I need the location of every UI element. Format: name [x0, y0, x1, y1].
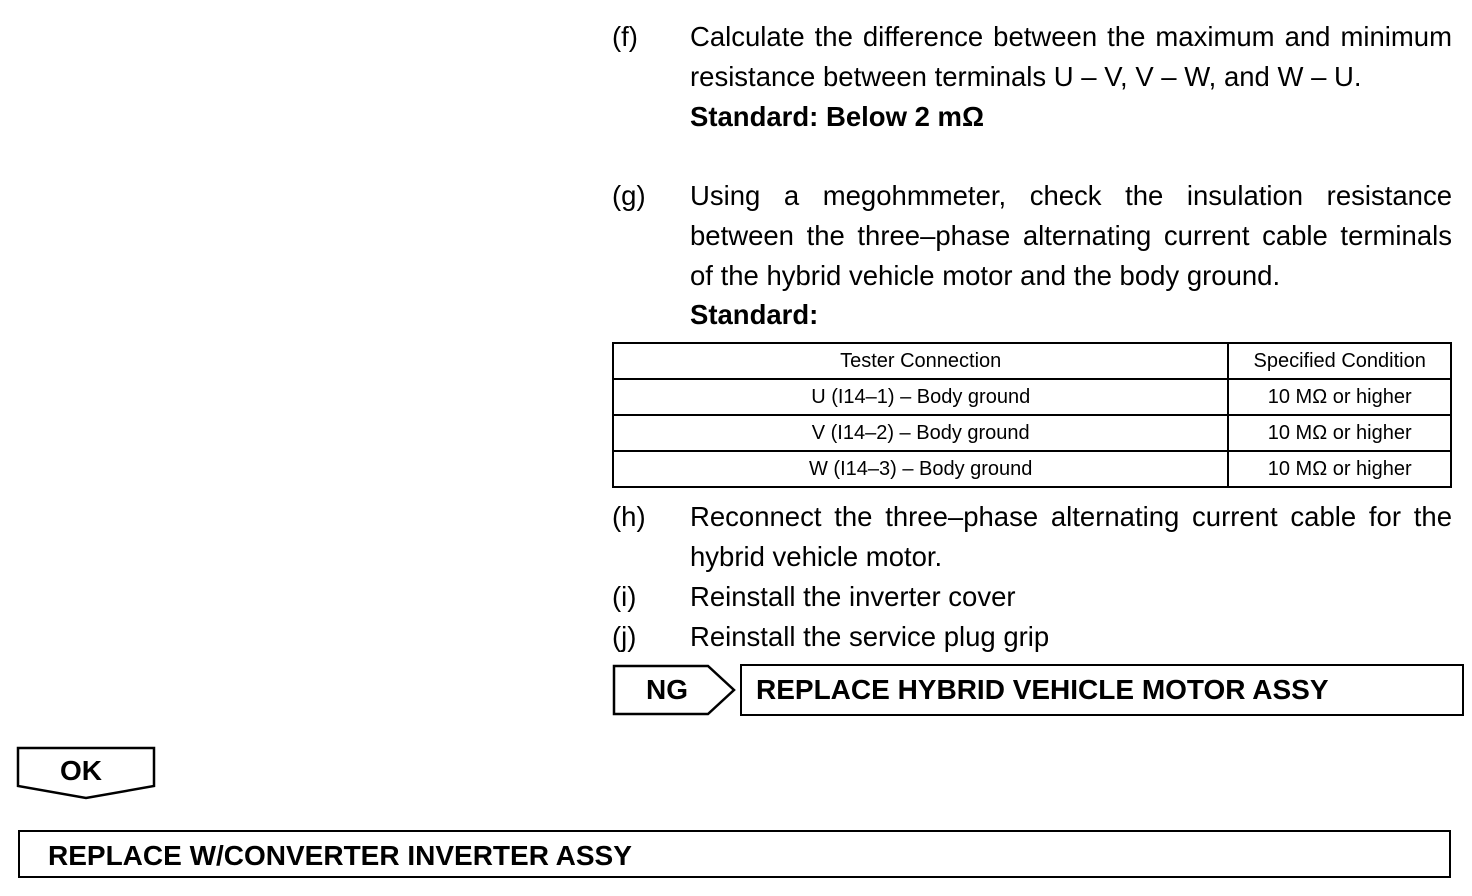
spec-table-header-row — [613, 343, 1451, 379]
step-h-label: (h) — [612, 501, 646, 532]
spec-header-tester-connection: Tester Connection — [613, 343, 1228, 379]
step-f-standard: Standard: Below 2 mΩ — [690, 100, 985, 132]
step-g-standard: Standard: — [690, 299, 819, 331]
step-h — [612, 497, 1452, 577]
step-j-text: Reinstall the service plug grip — [690, 621, 1050, 652]
table-row — [613, 379, 1451, 415]
step-j — [612, 617, 1452, 657]
spec-cell-connection: U (I14–1) – Body ground — [613, 379, 1228, 415]
step-i-label: (i) — [612, 581, 637, 612]
step-g-label: (g) — [612, 180, 646, 211]
step-h-text: Reconnect the three–phase alternating current cable for the hybrid vehicle motor. — [690, 501, 1452, 572]
step-j-label: (j) — [612, 621, 637, 652]
spec-cell-condition: 10 MΩ or higher — [1228, 451, 1451, 487]
ok-action-box: REPLACE W/CONVERTER INVERTER ASSY — [18, 830, 1451, 878]
table-row — [613, 451, 1451, 487]
ng-result-box — [612, 664, 738, 716]
spec-table — [612, 342, 1452, 488]
ng-label: NG — [646, 674, 688, 705]
ng-action-box: REPLACE HYBRID VEHICLE MOTOR ASSY — [740, 664, 1464, 716]
step-f-text: Calculate the difference between the maximum and minimum resistance between terminals U – V, V – W, and W – U. — [690, 21, 1452, 92]
step-i — [612, 577, 1452, 617]
ok-label: OK — [60, 755, 102, 786]
spec-cell-condition: 10 MΩ or higher — [1228, 415, 1451, 451]
step-g-text: Using a megohmmeter, check the insulation resistance between the three–phase alternating current cable terminals of the hybrid vehicle motor and the body ground. — [690, 180, 1452, 291]
ok-result-box — [16, 746, 156, 802]
step-f-label: (f) — [612, 21, 638, 52]
step-i-text: Reinstall the inverter cover — [690, 581, 1016, 612]
table-row — [613, 415, 1451, 451]
spec-cell-condition: 10 MΩ or higher — [1228, 379, 1451, 415]
step-g — [612, 176, 1452, 335]
spec-cell-connection: W (I14–3) – Body ground — [613, 451, 1228, 487]
spec-cell-connection: V (I14–2) – Body ground — [613, 415, 1228, 451]
spec-header-specified-condition: Specified Condition — [1228, 343, 1451, 379]
step-f — [612, 17, 1452, 136]
